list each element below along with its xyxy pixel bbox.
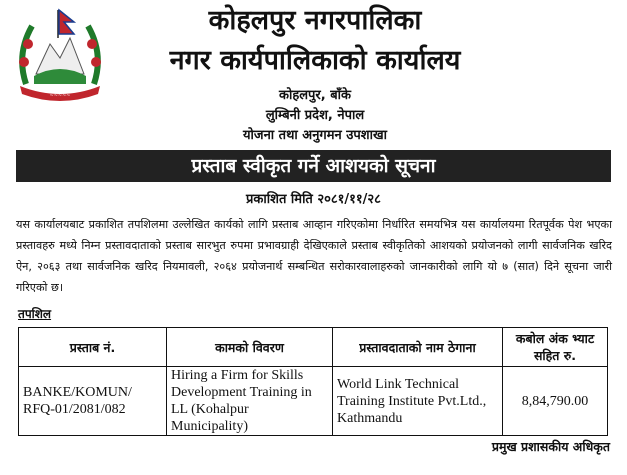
schedule-label: तपशिल <box>18 307 52 321</box>
notice-body: यस कार्यालयबाट प्रकाशित तपशिलमा उल्लेखित कार्यको लागि प्रस्ताब आव्हान गरिएकोमा निर्धारित समयभित्र यस कार्यालयमा रितपूर्वक पेश भएका प्रस्तावहरु मध्ये निम्न प्रस्तावदाताको प्रस्ताब सारभुत रुपमा प्रभावग्राही देखिएकाले प्रस्ताब स्वीकृतिको आशयको प्रयोजनको लागी सार्वजनिक खरिद ऐन, २०६३ तथा सार्वजनिक खरिद नियमावली, २०६४ प्रयोजनार्थ सम्बन्धित सरोकारवालाहरुको जानकारीको लागि यो ७ (सात) दिने सूचना जारी गरिएको छ। <box>16 218 612 294</box>
proposal-number-cell: BANKE/KOMUN/ RFQ-01/2081/082 <box>19 367 167 436</box>
municipality-title: कोहलपुर नगरपालिका <box>208 5 422 36</box>
nepal-government-emblem-icon <box>14 4 106 104</box>
notice-title-banner: प्रस्ताब स्वीकृत गर्ने आशयको सूचना <box>16 150 611 182</box>
signatory: प्रमुख प्रशासकीय अधिकृत <box>491 439 610 454</box>
address-province: लुम्बिनी प्रदेश, नेपाल <box>265 108 365 123</box>
section-name: योजना तथा अनुगमन उपशाखा <box>243 128 387 143</box>
table-row <box>19 367 608 436</box>
header-work-description: कामको विवरण <box>167 328 333 367</box>
header-bid-amount: कबोल अंक भ्याट सहित रु. <box>503 328 608 367</box>
address-city: कोहलपुर, बाँके <box>278 88 351 103</box>
published-date: प्रकाशित मिति २०८१/११/२८ <box>246 192 381 207</box>
office-title: नगर कार्यपालिकाको कार्यालय <box>169 45 461 76</box>
schedule-table <box>18 327 608 436</box>
work-description-cell: Hiring a Firm for Skills Development Training in LL (Kohalpur Municipality) <box>167 367 333 436</box>
svg-text:~~~~~: ~~~~~ <box>49 93 71 99</box>
amount-cell: 8,84,790.00 <box>503 367 608 436</box>
bidder-cell: World Link Technical Training Institute Pvt.Ltd., Kathmandu <box>333 367 503 436</box>
header-bidder-name-address: प्रस्तावदाताको नाम ठेगाना <box>333 328 503 367</box>
table-header-row <box>19 328 608 367</box>
header-proposal-no: प्रस्ताब नं. <box>19 328 167 367</box>
